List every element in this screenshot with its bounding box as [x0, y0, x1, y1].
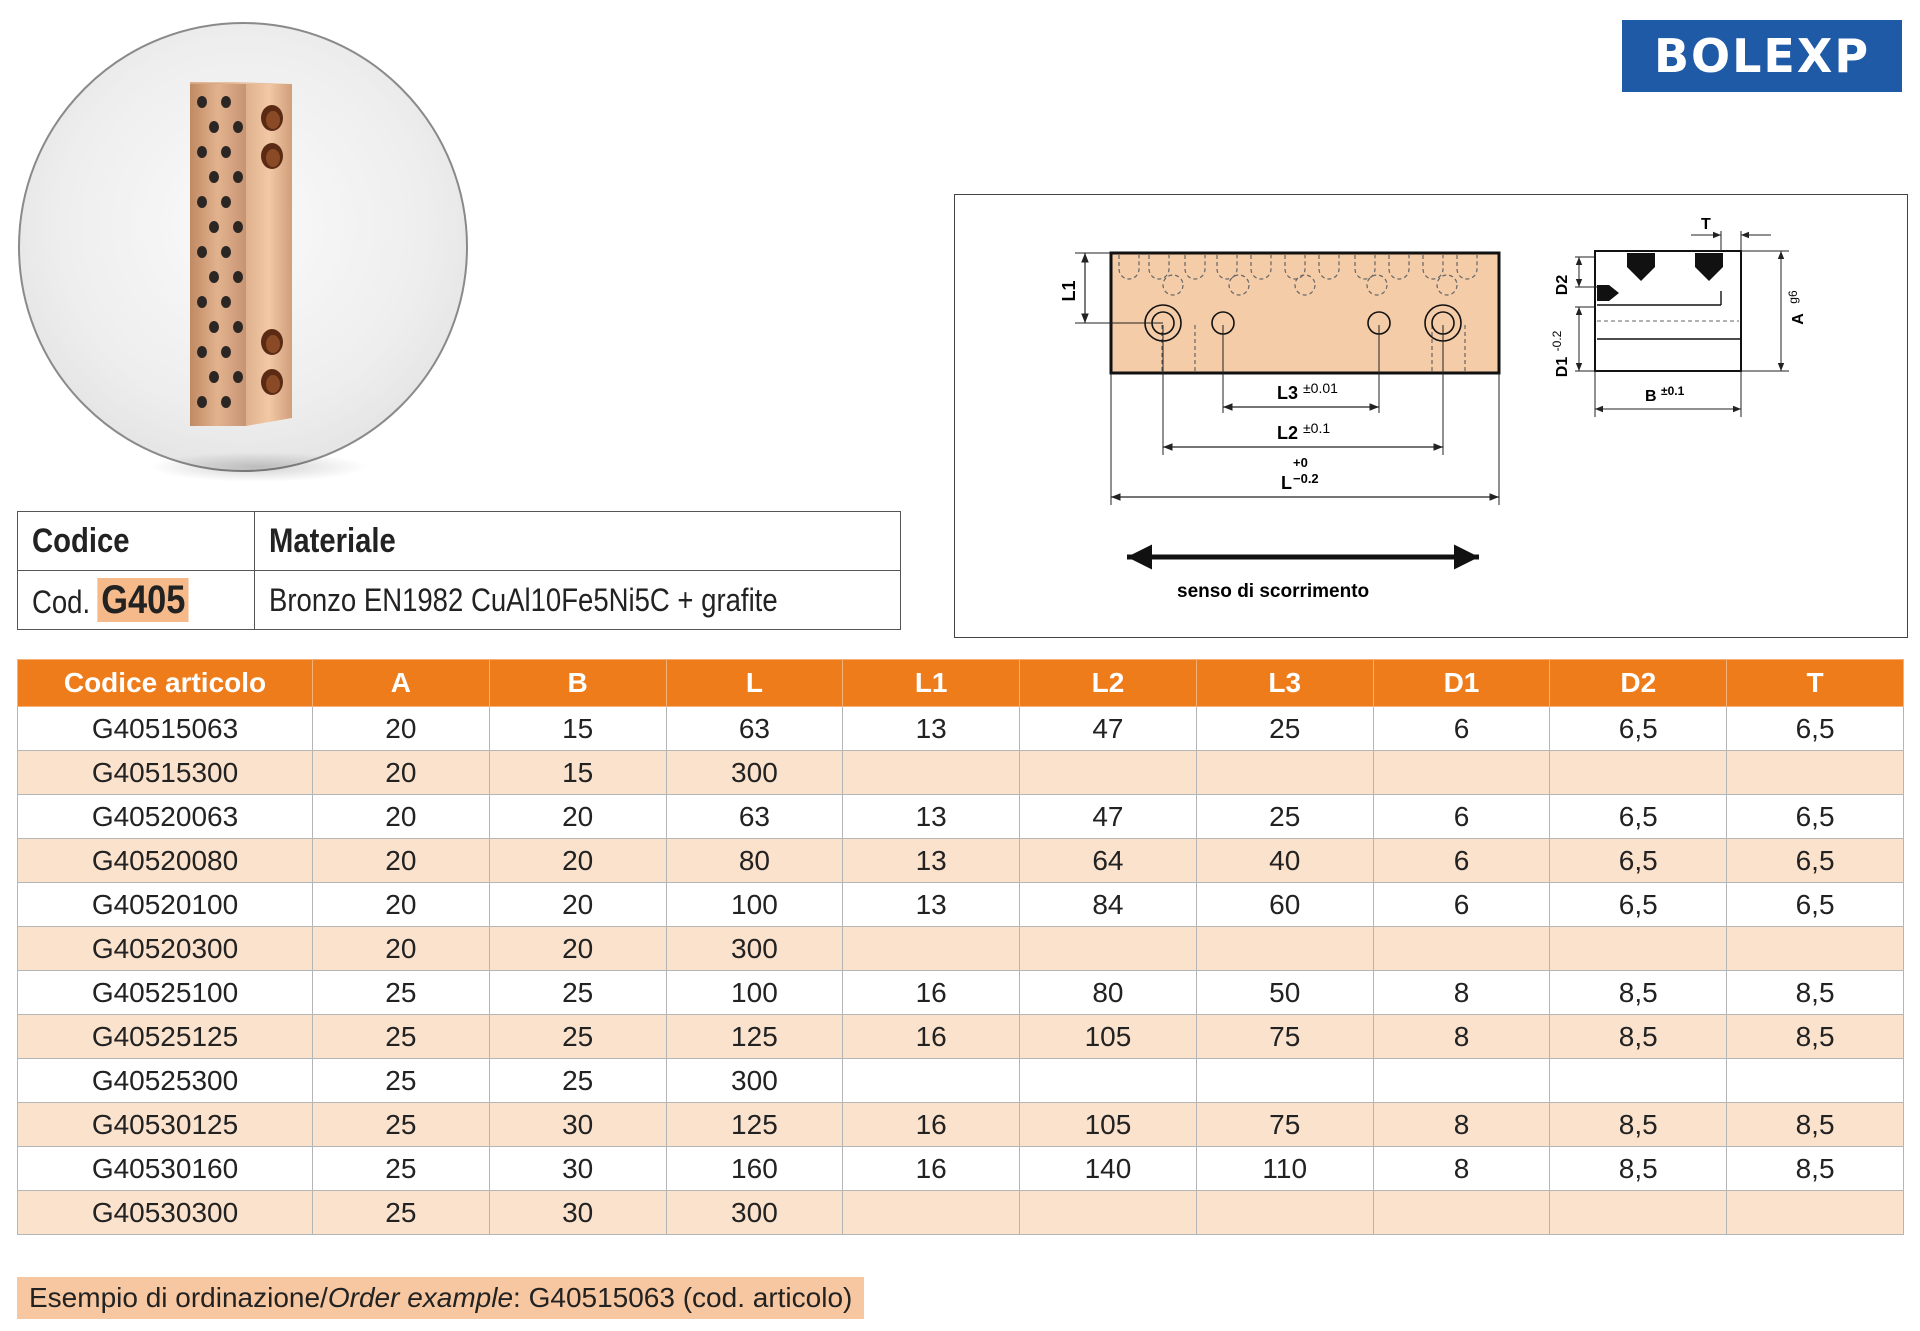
- table-cell: G40525300: [18, 1059, 313, 1103]
- table-cell: 8,5: [1550, 1015, 1727, 1059]
- table-row: [18, 751, 1904, 795]
- table-cell: 16: [843, 1103, 1020, 1147]
- table-row: [18, 927, 1904, 971]
- order-example-it-label: Esempio di ordinazione/: [29, 1282, 328, 1313]
- table-row: [18, 1103, 1904, 1147]
- order-example: [17, 1277, 864, 1319]
- dim-L3-tolerance: ±0.01: [1303, 380, 1338, 396]
- table-cell: 140: [1020, 1147, 1197, 1191]
- table-cell: [1196, 1191, 1373, 1235]
- code-prefix: Cod.: [32, 583, 91, 620]
- table-cell: 47: [1020, 795, 1197, 839]
- table-cell: 25: [313, 1147, 490, 1191]
- table-cell: [843, 1191, 1020, 1235]
- bolexp-logo: [1622, 20, 1902, 92]
- table-cell: 20: [313, 751, 490, 795]
- table-cell: 6,5: [1727, 883, 1904, 927]
- table-cell: 80: [1020, 971, 1197, 1015]
- table-cell: 6,5: [1550, 839, 1727, 883]
- table-cell: 25: [313, 1059, 490, 1103]
- table-cell: [1196, 927, 1373, 971]
- table-row: [18, 971, 1904, 1015]
- table-cell: 20: [313, 883, 490, 927]
- table-cell: [843, 927, 1020, 971]
- table-cell: 6: [1373, 795, 1550, 839]
- table-cell: 20: [489, 839, 666, 883]
- table-cell: [1373, 1059, 1550, 1103]
- table-cell: G40520300: [18, 927, 313, 971]
- table-cell: 20: [313, 795, 490, 839]
- table-cell: 6,5: [1550, 707, 1727, 751]
- table-row: [18, 707, 1904, 751]
- dimensions-table: [17, 659, 1904, 1235]
- sliding-direction-label: senso di scorrimento: [1177, 581, 1370, 602]
- table-row: [18, 883, 1904, 927]
- table-cell: G40525100: [18, 971, 313, 1015]
- table-cell: 30: [489, 1103, 666, 1147]
- table-row: [18, 839, 1904, 883]
- table-cell: 63: [666, 795, 843, 839]
- dim-T-label: T: [1701, 216, 1711, 233]
- table-cell: 16: [843, 1015, 1020, 1059]
- table-header-row: [18, 660, 1904, 707]
- bronze-bar-image: [18, 22, 468, 477]
- table-cell: G40520100: [18, 883, 313, 927]
- table-cell: 105: [1020, 1103, 1197, 1147]
- table-cell: 25: [489, 1059, 666, 1103]
- table-cell: 13: [843, 707, 1020, 751]
- table-cell: 25: [1196, 707, 1373, 751]
- table-cell: 25: [1196, 795, 1373, 839]
- table-cell: [1373, 751, 1550, 795]
- table-cell: [843, 1059, 1020, 1103]
- table-cell: 13: [843, 883, 1020, 927]
- table-cell: 6,5: [1727, 795, 1904, 839]
- table-cell: 25: [313, 1191, 490, 1235]
- table-cell: 40: [1196, 839, 1373, 883]
- table-cell: 6,5: [1727, 839, 1904, 883]
- table-cell: 105: [1020, 1015, 1197, 1059]
- table-cell: 20: [489, 883, 666, 927]
- table-cell: 125: [666, 1015, 843, 1059]
- table-cell: [1550, 751, 1727, 795]
- col-header-a: A: [313, 660, 490, 707]
- order-example-en-label: Order example: [327, 1282, 514, 1313]
- table-cell: 60: [1196, 883, 1373, 927]
- material-value: Bronzo EN1982 CuAl10Fe5Ni5C + grafite: [269, 581, 778, 618]
- table-cell: 13: [843, 839, 1020, 883]
- dim-L2-tolerance: ±0.1: [1303, 420, 1331, 436]
- col-header-l2: L2: [1020, 660, 1197, 707]
- dim-L-label: L: [1281, 473, 1292, 493]
- table-cell: 8: [1373, 1015, 1550, 1059]
- col-header-l: L: [666, 660, 843, 707]
- drawing-canvas: [955, 195, 1909, 639]
- logo-text: BOLEXP: [1653, 29, 1871, 83]
- table-cell: 8: [1373, 1147, 1550, 1191]
- table-cell: [1196, 1059, 1373, 1103]
- material-value-cell: [255, 571, 901, 630]
- table-cell: G40530160: [18, 1147, 313, 1191]
- table-cell: 6,5: [1550, 883, 1727, 927]
- table-cell: 64: [1020, 839, 1197, 883]
- table-cell: 6,5: [1727, 707, 1904, 751]
- table-cell: 125: [666, 1103, 843, 1147]
- table-row: [18, 1191, 1904, 1235]
- table-cell: 8,5: [1727, 971, 1904, 1015]
- table-cell: 8,5: [1550, 1147, 1727, 1191]
- table-cell: [1020, 751, 1197, 795]
- code-header: Codice: [32, 521, 130, 560]
- code-material-table: [17, 511, 901, 630]
- table-cell: 6: [1373, 839, 1550, 883]
- table-cell: 25: [313, 1103, 490, 1147]
- order-example-value: : G40515063 (cod. articolo): [513, 1282, 853, 1313]
- table-cell: 63: [666, 707, 843, 751]
- table-cell: 8,5: [1727, 1015, 1904, 1059]
- table-cell: 100: [666, 971, 843, 1015]
- table-cell: [1727, 751, 1904, 795]
- table-cell: [1550, 1059, 1727, 1103]
- table-cell: 8: [1373, 1103, 1550, 1147]
- table-row: [18, 1147, 1904, 1191]
- table-cell: 50: [1196, 971, 1373, 1015]
- table-cell: 20: [489, 927, 666, 971]
- table-cell: G40515063: [18, 707, 313, 751]
- code-header-cell: [18, 512, 255, 571]
- table-cell: 13: [843, 795, 1020, 839]
- table-row: [18, 1015, 1904, 1059]
- table-cell: 75: [1196, 1015, 1373, 1059]
- col-header-d2: D2: [1550, 660, 1727, 707]
- dim-L3-label: L3: [1277, 383, 1299, 403]
- table-cell: 25: [313, 1015, 490, 1059]
- table-cell: 25: [489, 971, 666, 1015]
- table-cell: [1727, 1191, 1904, 1235]
- table-cell: 25: [489, 1015, 666, 1059]
- table-cell: 16: [843, 1147, 1020, 1191]
- table-cell: [1196, 751, 1373, 795]
- col-header-b: B: [489, 660, 666, 707]
- table-cell: 20: [313, 707, 490, 751]
- table-cell: 8,5: [1727, 1103, 1904, 1147]
- table-cell: 300: [666, 1059, 843, 1103]
- table-cell: 300: [666, 751, 843, 795]
- table-cell: 100: [666, 883, 843, 927]
- table-cell: [843, 751, 1020, 795]
- table-cell: [1020, 927, 1197, 971]
- table-cell: G40520063: [18, 795, 313, 839]
- dim-D1-label: D1: [1554, 356, 1571, 378]
- dim-L1-label: L1: [1059, 280, 1079, 302]
- dim-L-tolerance-plus: +0: [1293, 455, 1308, 470]
- dim-B-tolerance: ±0.1: [1661, 384, 1685, 398]
- table-cell: 84: [1020, 883, 1197, 927]
- table-cell: G40525125: [18, 1015, 313, 1059]
- col-header-l1: L1: [843, 660, 1020, 707]
- table-cell: [1727, 927, 1904, 971]
- table-cell: [1020, 1191, 1197, 1235]
- table-cell: 6,5: [1550, 795, 1727, 839]
- table-cell: 20: [313, 927, 490, 971]
- dim-L-tolerance-minus: −0.2: [1293, 471, 1319, 486]
- material-header: Materiale: [269, 521, 396, 560]
- table-body: [18, 707, 1904, 1235]
- table-cell: G40520080: [18, 839, 313, 883]
- dim-B-label: B: [1645, 388, 1657, 405]
- dim-A-tolerance: g6: [1786, 290, 1800, 304]
- table-cell: 8,5: [1550, 971, 1727, 1015]
- product-code: G405: [98, 578, 189, 622]
- table-cell: G40515300: [18, 751, 313, 795]
- col-header-d1: D1: [1373, 660, 1550, 707]
- product-photo: [18, 22, 468, 477]
- dim-D2-label: D2: [1554, 274, 1571, 296]
- table-cell: [1373, 927, 1550, 971]
- table-cell: 300: [666, 1191, 843, 1235]
- table-cell: 80: [666, 839, 843, 883]
- table-cell: 16: [843, 971, 1020, 1015]
- table-cell: 8,5: [1727, 1147, 1904, 1191]
- table-cell: G40530300: [18, 1191, 313, 1235]
- table-cell: 25: [313, 971, 490, 1015]
- table-cell: 30: [489, 1147, 666, 1191]
- table-cell: 15: [489, 751, 666, 795]
- col-header-codice: Codice articolo: [18, 660, 313, 707]
- table-cell: [1727, 1059, 1904, 1103]
- table-cell: 20: [313, 839, 490, 883]
- code-value-cell: [18, 571, 255, 630]
- table-cell: [1020, 1059, 1197, 1103]
- dim-A-label: A: [1790, 313, 1807, 325]
- table-cell: 20: [489, 795, 666, 839]
- table-cell: 160: [666, 1147, 843, 1191]
- table-cell: 30: [489, 1191, 666, 1235]
- table-cell: 110: [1196, 1147, 1373, 1191]
- table-cell: 6: [1373, 707, 1550, 751]
- dim-L2-label: L2: [1277, 423, 1299, 443]
- dim-D1-tolerance: -0.2: [1550, 330, 1564, 352]
- col-header-l3: L3: [1196, 660, 1373, 707]
- table-row: [18, 795, 1904, 839]
- table-cell: [1373, 1191, 1550, 1235]
- table-cell: [1550, 1191, 1727, 1235]
- table-row: [18, 1059, 1904, 1103]
- table-cell: 75: [1196, 1103, 1373, 1147]
- table-cell: 6: [1373, 883, 1550, 927]
- table-cell: 15: [489, 707, 666, 751]
- table-cell: 47: [1020, 707, 1197, 751]
- material-header-cell: [255, 512, 901, 571]
- table-cell: 8,5: [1550, 1103, 1727, 1147]
- technical-drawing: [954, 194, 1908, 638]
- col-header-t: T: [1727, 660, 1904, 707]
- table-cell: 8: [1373, 971, 1550, 1015]
- table-cell: [1550, 927, 1727, 971]
- table-cell: 300: [666, 927, 843, 971]
- table-cell: G40530125: [18, 1103, 313, 1147]
